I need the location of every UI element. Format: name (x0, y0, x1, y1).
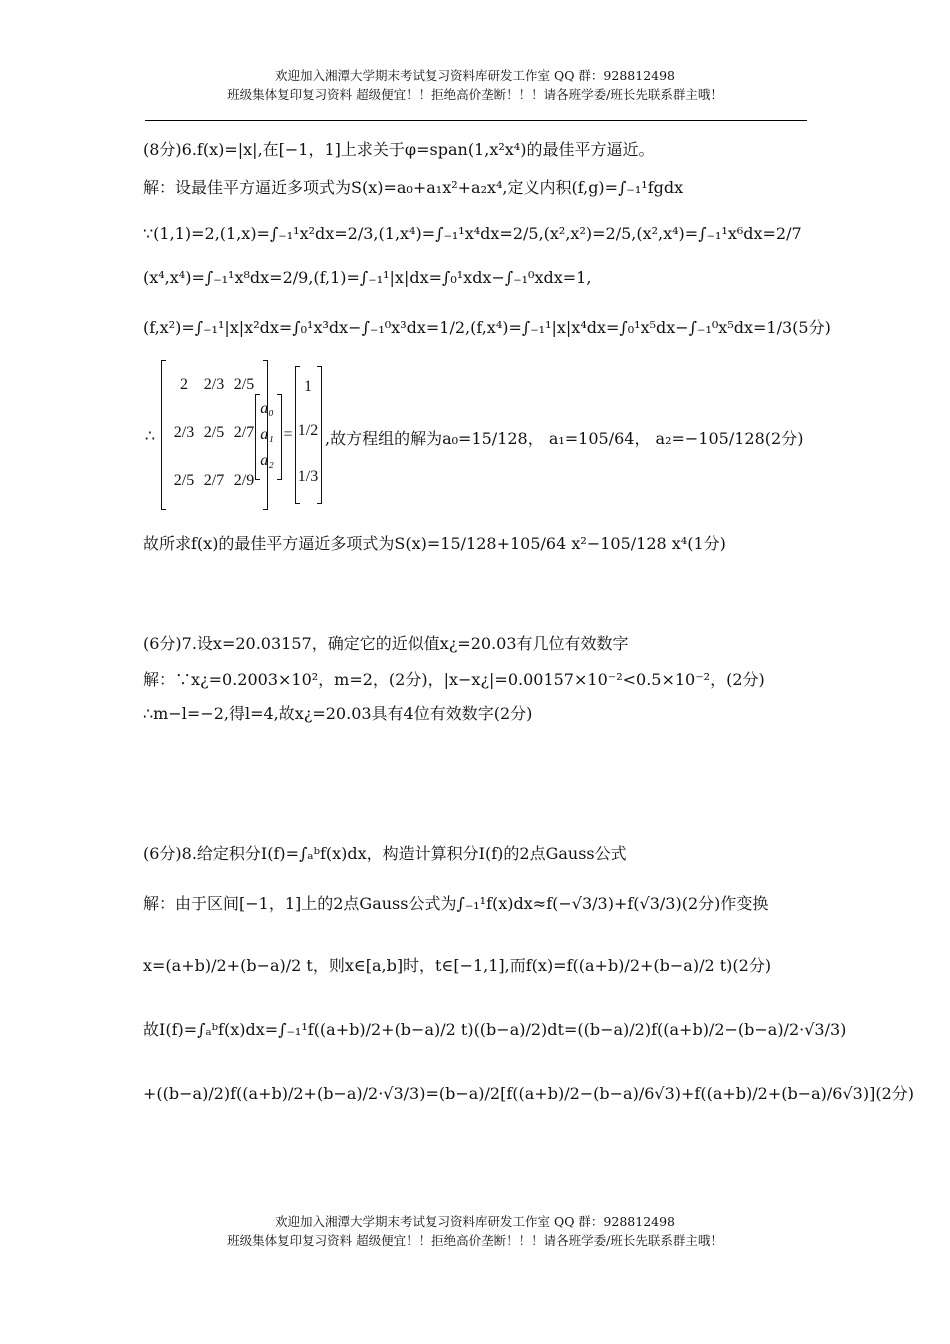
q6-line-3: (x⁴,x⁴)=∫₋₁¹x⁸dx=2/9,(f,1)=∫₋₁¹|x|dx=∫₀¹xdx−∫₋₁⁰xdx=1, (143, 268, 592, 287)
footer-line-1: 欢迎加入湘潭大学期末考试复习资料库研发工作室 QQ 群：928812498 (274, 1214, 676, 1229)
q6-line-4: (f,x²)=∫₋₁¹|x|x²dx=∫₀¹x³dx−∫₋₁⁰x³dx=1/2,(f,x⁴)=∫₋₁¹|x|x⁴dx=∫₀¹x⁵dx−∫₋₁⁰x⁵dx=1/3(5分) (143, 318, 831, 337)
matrix-cell: 2 (180, 376, 188, 393)
matrix-cell: 2/5 (173, 472, 195, 489)
q8-line-1: 解：由于区间[−1，1]上的2点Gauss公式为∫₋₁¹f(x)dx≈f(−√3/3)+f(√3/3)(2分)作变换 (143, 894, 769, 913)
unknown-cell: a₁ (260, 426, 274, 443)
q6-result: 故所求f(x)的最佳平方逼近多项式为S(x)=15/128+105/64 x²−105/128 x⁴(1分) (143, 534, 726, 553)
matrix-equation (143, 360, 804, 510)
matrix-cell: 2/3 (203, 376, 225, 393)
matrix-cell: 2/5 (233, 376, 255, 393)
q6-line-1: 解：设最佳平方逼近多项式为S(x)=a₀+a₁x²+a₂x⁴,定义内积(f,g)=∫₋₁¹fgdx (143, 178, 684, 197)
header-line-1: 欢迎加入湘潭大学期末考试复习资料库研发工作室 QQ 群：928812498 (274, 68, 676, 83)
matrix-cell: 2/5 (203, 424, 225, 441)
q6-line-2: ∵(1,1)=2,(1,x)=∫₋₁¹x²dx=2/3,(1,x⁴)=∫₋₁¹x⁴dx=2/5,(x²,x²)=2/5,(x²,x⁴)=∫₋₁¹x⁶dx=2/7 (143, 224, 802, 243)
unknown-cell: a₀ (260, 400, 274, 417)
unknown-cell: a₂ (260, 452, 274, 469)
header-divider (145, 120, 807, 121)
therefore-symbol: ∴ (144, 428, 156, 445)
q6-solution: ,故方程组的解为a₀=15/128， a₁=105/64， a₂=−105/128(2分) (325, 429, 804, 448)
rhs-right-bracket (317, 366, 322, 504)
matrix-cell: 2/9 (233, 472, 255, 489)
q6-title: (8分)6.f(x)=|x|,在[−1，1]上求关于φ=span(1,x²x⁴)的最佳平方逼近。 (143, 140, 655, 159)
equals-sign: = (283, 426, 293, 443)
q7-line-2: ∴m−l=−2,得l=4,故x¿=20.03具有4位有效数字(2分) (143, 704, 533, 723)
q8-line-4: +((b−a)/2)f((a+b)/2+(b−a)/2·√3/3)=(b−a)/2[f((a+b)/2−(b−a)/6√3)+f((a+b)/2+(b−a)/6√3)](2分) (143, 1084, 915, 1103)
rhs-cell: 1/3 (297, 468, 319, 485)
q7-title: (6分)7.设x=20.03157，确定它的近似值x¿=20.03有几位有效数字 (143, 634, 629, 653)
q8-line-3: 故I(f)=∫ₐᵇf(x)dx=∫₋₁¹f((a+b)/2+(b−a)/2 t)((b−a)/2)dt=((b−a)/2)f((a+b)/2−(b−a)/2·√3/3) (143, 1020, 847, 1039)
footer-line-2: 班级集体复印复习资料 超级便宜！！拒绝高价垄断！！！请各班学委/班长先联系群主哦！ (227, 1233, 723, 1248)
matrix-cell: 2/7 (233, 424, 255, 441)
rhs-cell: 1/2 (297, 422, 319, 439)
page-footer (0, 1212, 950, 1250)
q8-line-2: x=(a+b)/2+(b−a)/2 t，则x∈[a,b]时，t∈[−1,1],而f(x)=f((a+b)/2+(b−a)/2 t)(2分) (143, 956, 772, 975)
q8-title: (6分)8.给定积分I(f)=∫ₐᵇf(x)dx，构造计算积分I(f)的2点Gauss公式 (143, 844, 627, 863)
matrix-cell: 2/3 (173, 424, 195, 441)
rhs-cell: 1 (304, 378, 312, 395)
page-header (0, 66, 950, 104)
header-line-2: 班级集体复印复习资料 超级便宜！！拒绝高价垄断！！！请各班学委/班长先联系群主哦！ (227, 87, 723, 102)
matrix-cell: 2/7 (203, 472, 225, 489)
matrix-left-bracket (161, 360, 166, 510)
q7-line-1: 解：∵x¿=0.2003×10²，m=2，(2分)，|x−x¿|=0.00157×10⁻²<0.5×10⁻²，(2分) (143, 670, 765, 689)
